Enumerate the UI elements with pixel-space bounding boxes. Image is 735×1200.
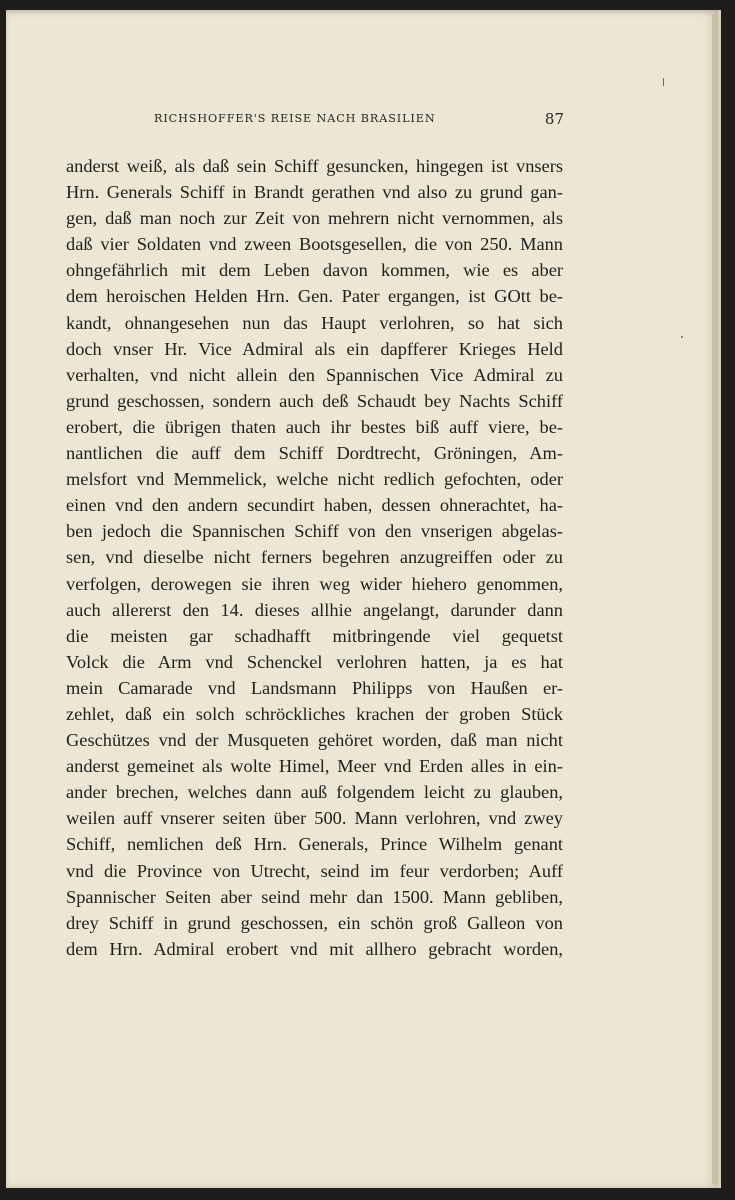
text-line: Geschützes vnd der Musqueten gehöret worden, daß man nicht bbox=[66, 730, 563, 751]
text-line: drey Schiff in grund geschossen, ein schön groß Galleon von bbox=[66, 912, 563, 933]
text-line: ander brechen, welches dann auß folgendem leicht zu glauben, bbox=[66, 782, 563, 803]
text-line: vnd die Province von Utrecht, seind im feur verdorben; Auff bbox=[66, 860, 563, 881]
text-line: anderst gemeinet als wolte Himel, Meer vnd Erden alles in ein- bbox=[66, 756, 563, 777]
text-line: kandt, ohnangesehen nun das Haupt verlohren, so hat sich bbox=[66, 312, 563, 333]
text-line: ben jedoch die Spannischen Schiff von den vnserigen abgelas- bbox=[66, 521, 563, 542]
text-line: einen vnd den andern secundirt haben, dessen ohnerachtet, ha- bbox=[66, 495, 563, 516]
running-head: RICHSHOFFER'S REISE NACH BRASILIEN bbox=[154, 112, 436, 125]
text-line: dem heroischen Helden Hrn. Gen. Pater ergangen, ist GOtt be- bbox=[66, 286, 563, 307]
text-line: erobert, die übrigen thaten auch ihr bestes biß auff viere, be- bbox=[66, 416, 563, 437]
text-line: dem Hrn. Admiral erobert vnd mit allhero gebracht worden, bbox=[66, 938, 563, 959]
text-line: Volck die Arm vnd Schenckel verlohren hatten, ja es hat bbox=[66, 651, 563, 672]
text-line: Spannischer Seiten aber seind mehr dan 1500. Mann gebliben, bbox=[66, 886, 563, 907]
text-line: verfolgen, derowegen sie ihren weg wider hiehero genommen, bbox=[66, 573, 563, 594]
page-number: 87 bbox=[544, 110, 564, 128]
text-line: mein Camarade vnd Landsmann Philipps von Haußen er- bbox=[66, 677, 563, 698]
text-line: doch vnser Hr. Vice Admiral als ein dapfferer Krieges Held bbox=[66, 338, 563, 359]
text-line: gen, daß man noch zur Zeit von mehrern nicht vernommen, als bbox=[66, 208, 563, 229]
text-line: daß vier Soldaten vnd zween Bootsgesellen, die von 250. Mann bbox=[66, 234, 563, 255]
text-line: grund geschossen, sondern auch deß Schaudt bey Nachts Schiff bbox=[66, 390, 563, 411]
paper-speck bbox=[681, 336, 683, 338]
text-line: sen, vnd dieselbe nicht ferners begehren anzugreiffen oder zu bbox=[66, 547, 563, 568]
text-line: weilen auff vnserer seiten über 500. Mann verlohren, vnd zwey bbox=[66, 808, 563, 829]
paper-speck bbox=[663, 78, 664, 86]
text-line: Hrn. Generals Schiff in Brandt gerathen vnd also zu grund gan- bbox=[66, 182, 563, 203]
page-header bbox=[154, 110, 564, 132]
text-line: Schiff, nemlichen deß Hrn. Generals, Prince Wilhelm genant bbox=[66, 834, 563, 855]
text-line: nantlichen die auff dem Schiff Dordtrecht, Gröningen, Am- bbox=[66, 443, 563, 464]
page-edge bbox=[712, 14, 718, 1184]
text-line: zehlet, daß ein solch schröckliches krachen der groben Stück bbox=[66, 703, 563, 724]
text-line: verhalten, vnd nicht allein den Spannischen Vice Admiral zu bbox=[66, 364, 563, 385]
body-text bbox=[66, 153, 563, 962]
text-line: auch allererst den 14. dieses allhie angelangt, darunder dann bbox=[66, 599, 563, 620]
text-line: die meisten gar schadhafft mitbringende viel gequetst bbox=[66, 625, 563, 646]
text-line: ohngefährlich mit dem Leben davon kommen, wie es aber bbox=[66, 260, 563, 281]
book-page bbox=[6, 10, 721, 1188]
text-line: melsfort vnd Memmelick, welche nicht redlich gefochten, oder bbox=[66, 469, 563, 490]
text-line: anderst weiß, als daß sein Schiff gesuncken, hingegen ist vnsers bbox=[66, 156, 563, 176]
